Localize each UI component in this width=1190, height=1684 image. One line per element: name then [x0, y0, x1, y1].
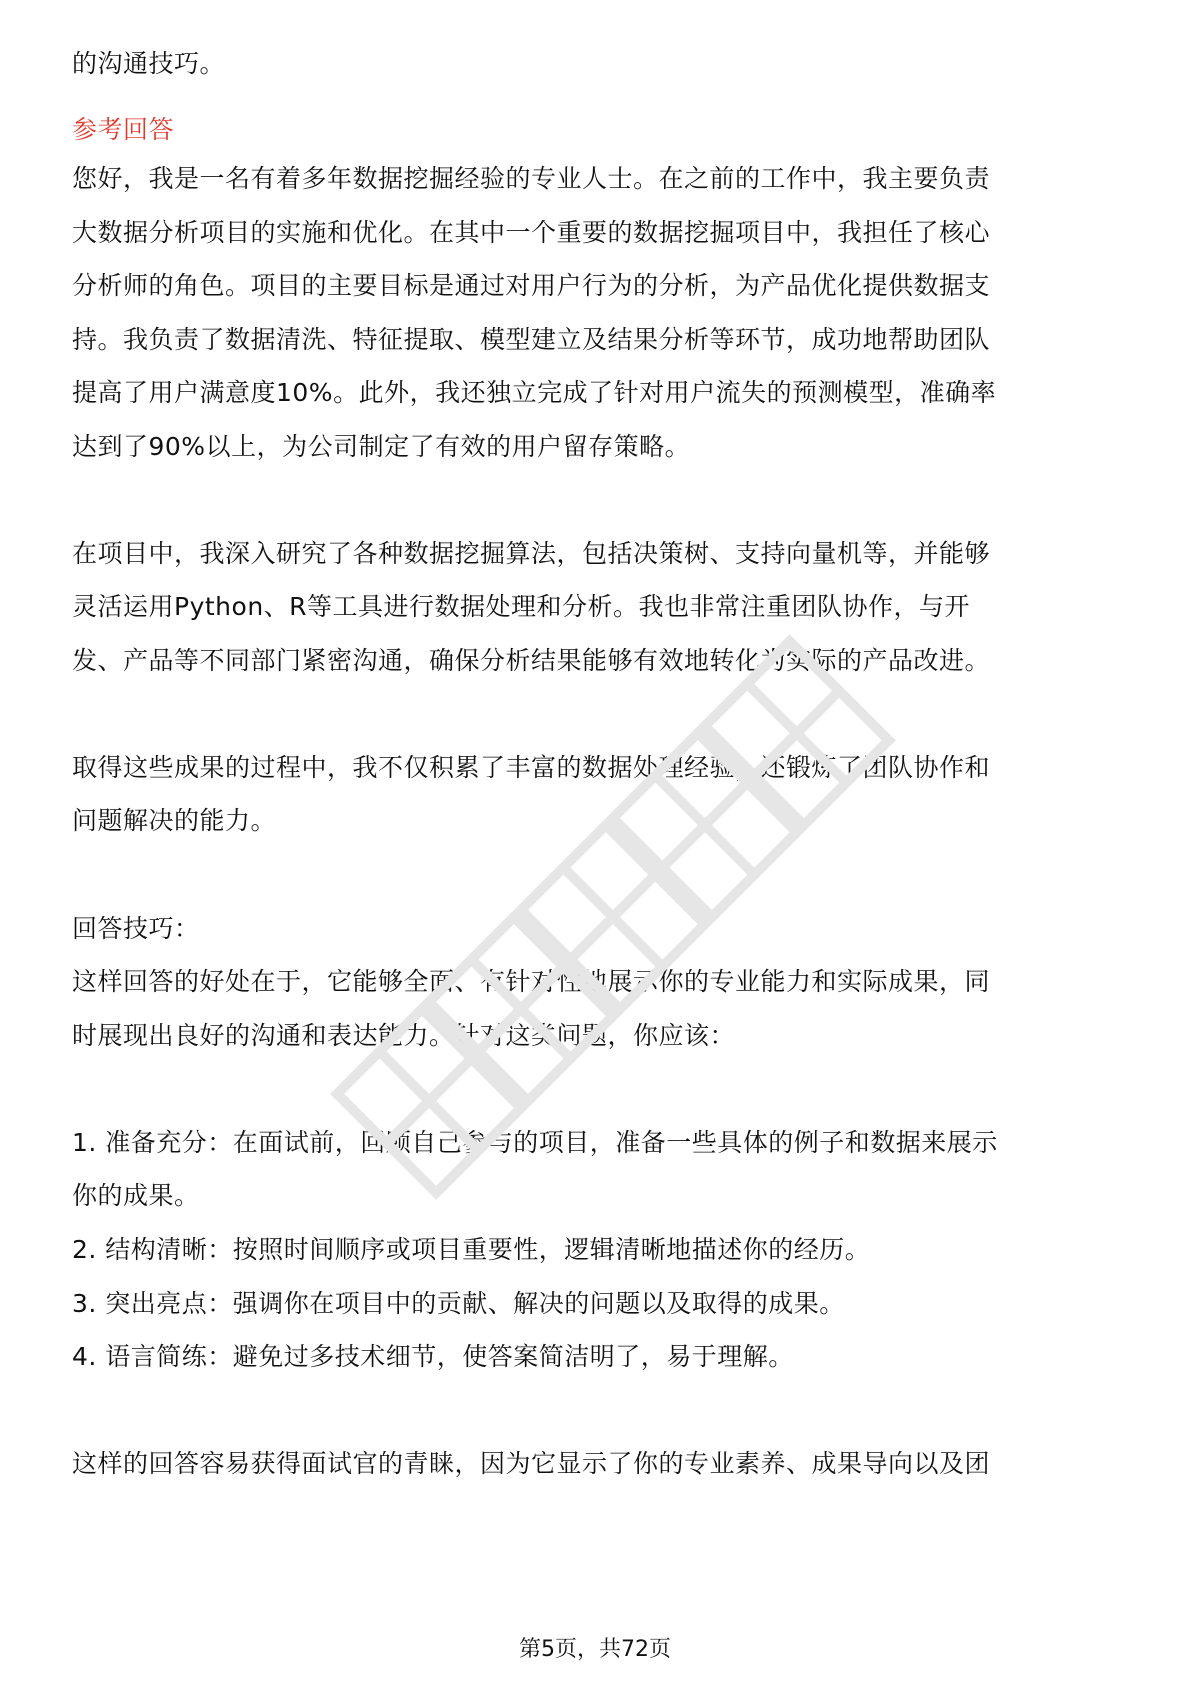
answer-paragraph-line: 提高了用户满意度10%。此外，我还独立完成了针对用户流失的预测模型，准确率 [72, 378, 997, 407]
answer-paragraph-line: 取得这些成果的过程中，我不仅积累了丰富的数据处理经验，还锻炼了团队协作和 [72, 753, 991, 782]
answer-paragraph-line: 灵活运用Python、R等工具进行数据处理和分析。我也非常注重团队协作，与开 [72, 592, 971, 621]
tips-list-item: 4. 语言简练：避免过多技术细节，使答案简洁明了，易于理解。 [72, 1342, 794, 1371]
answer-paragraph-line: 发、产品等不同部门紧密沟通，确保分析结果能够有效地转化为实际的产品改进。 [72, 646, 991, 675]
tips-paragraph-line: 时展现出良好的沟通和表达能力。针对这类问题，你应该： [72, 1021, 736, 1050]
text-line-continuation: 的沟通技巧。 [72, 49, 226, 78]
section-heading-reference-answer: 参考回答 [72, 115, 175, 144]
section-heading-answer-tips: 回答技巧： [72, 914, 200, 943]
tips-list-item-continuation: 你的成果。 [72, 1181, 200, 1210]
answer-paragraph-line: 您好，我是一名有着多年数据挖掘经验的专业人士。在之前的工作中，我主要负责 [72, 164, 991, 193]
page-number-footer: 第5页，共72页 [519, 1637, 671, 1662]
answer-paragraph-line: 持。我负责了数据清洗、特征提取、模型建立及结果分析等环节，成功地帮助团队 [72, 325, 991, 354]
answer-paragraph-line: 分析师的角色。项目的主要目标是通过对用户行为的分析，为产品优化提供数据支 [72, 271, 991, 300]
answer-paragraph-line: 达到了90%以上，为公司制定了有效的用户留存策略。 [72, 432, 691, 461]
tips-list-item: 2. 结构清晰：按照时间顺序或项目重要性，逻辑清晰地描述你的经历。 [72, 1235, 871, 1264]
closing-paragraph-line: 这样的回答容易获得面试官的青睐，因为它显示了你的专业素养、成果导向以及团 [72, 1449, 991, 1478]
answer-paragraph-line: 大数据分析项目的实施和优化。在其中一个重要的数据挖掘项目中，我担任了核心 [72, 218, 991, 247]
tips-list-item: 3. 突出亮点：强调你在项目中的贡献、解决的问题以及取得的成果。 [72, 1289, 845, 1318]
tips-list-item: 1. 准备充分：在面试前，回顾自己参与的项目，准备一些具体的例子和数据来展示 [72, 1128, 998, 1157]
tips-paragraph-line: 这样回答的好处在于，它能够全面、有针对性地展示你的专业能力和实际成果，同 [72, 967, 991, 996]
answer-paragraph-line: 在项目中，我深入研究了各种数据挖掘算法，包括决策树、支持向量机等，并能够 [72, 539, 991, 568]
answer-paragraph-line: 问题解决的能力。 [72, 806, 277, 835]
